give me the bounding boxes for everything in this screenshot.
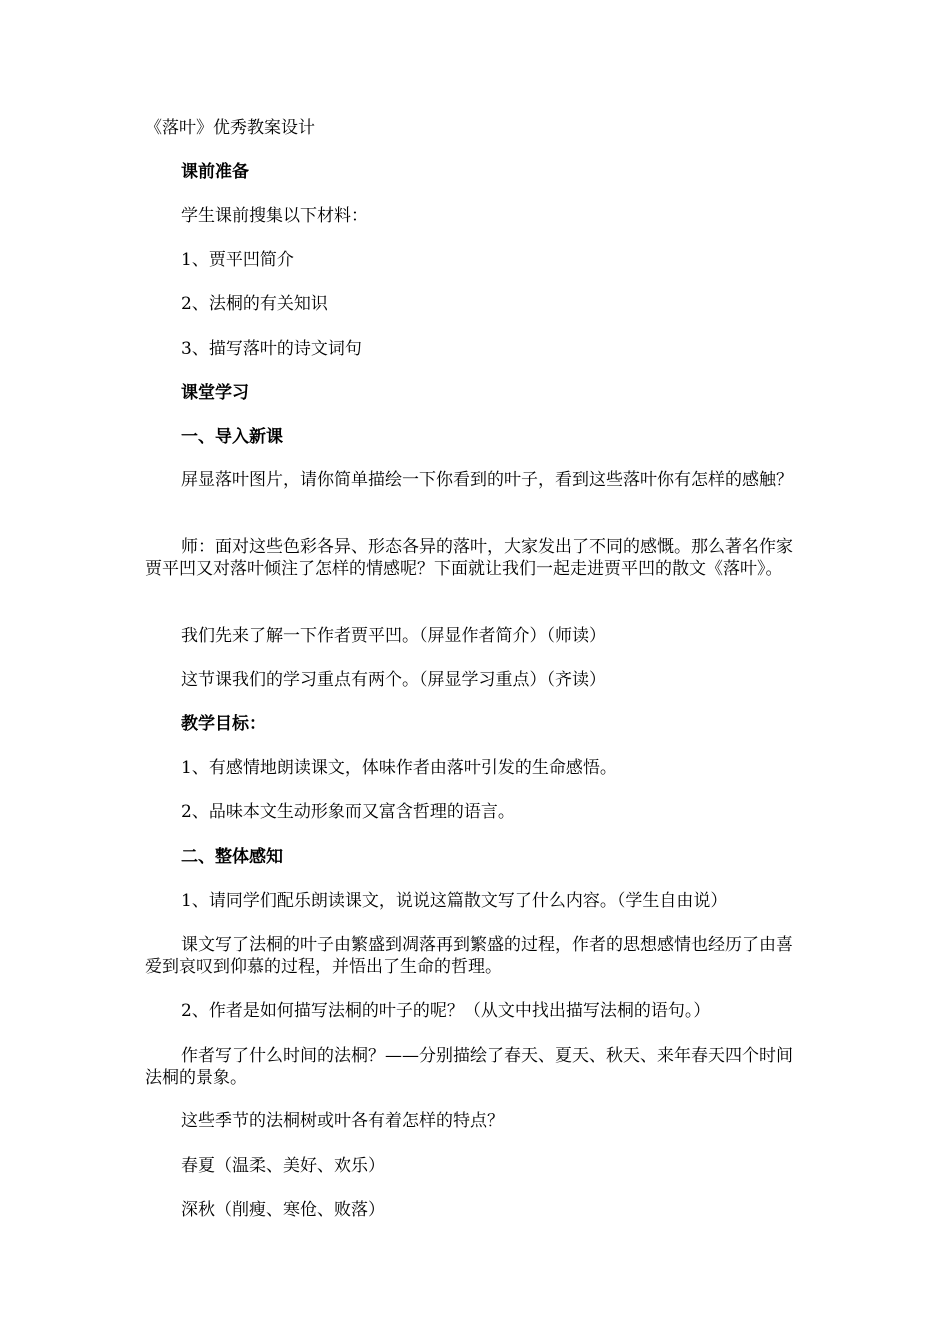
part2-paragraph: 春夏（温柔、美好、欢乐） [181,1156,385,1176]
part1-paragraph: 这节课我们的学习重点有两个。（屏显学习重点）（齐读） [181,670,606,690]
goal-item: 1、有感情地朗读课文，体味作者由落叶引发的生命感悟。 [181,758,617,778]
prep-item: 3、描写落叶的诗文词句 [181,339,362,359]
part2-heading: 二、整体感知 [181,847,283,867]
part1-paragraph: 屏显落叶图片，请你简单描绘一下你看到的叶子，看到这些落叶你有怎样的感触？ [181,470,793,490]
prep-item: 2、法桐的有关知识 [181,294,328,314]
part1-heading: 一、导入新课 [181,427,283,447]
part1-paragraph: 我们先来了解一下作者贾平凹。（屏显作者简介）（师读） [181,626,606,646]
part2-paragraph: 1、请同学们配乐朗读课文，说说这篇散文写了什么内容。（学生自由说） [181,891,728,911]
prep-heading: 课前准备 [181,162,249,182]
prep-item: 1、贾平凹简介 [181,250,294,270]
part2-paragraph: 这些季节的法桐树或叶各有着怎样的特点？ [181,1111,504,1131]
part2-paragraph: 2、作者是如何描写法桐的叶子的呢？（从文中找出描写法桐的语句。） [181,1001,711,1021]
goals-heading: 教学目标： [181,714,266,734]
part2-paragraph: 深秋（削瘦、寒伧、败落） [181,1200,385,1220]
class-heading: 课堂学习 [181,383,249,403]
part2-paragraph: 课文写了法桐的叶子由繁盛到凋落再到繁盛的过程，作者的思想感情也经历了由喜爱到哀叹到仰慕的过程，并悟出了生命的哲理。 [145,935,793,977]
part2-paragraph: 作者写了什么时间的法桐？——分别描绘了春天、夏天、秋天、来年春天四个时间法桐的景象。 [145,1046,793,1088]
document-title: 《落叶》优秀教案设计 [145,118,315,138]
prep-intro: 学生课前搜集以下材料： [181,206,368,226]
goal-item: 2、品味本文生动形象而又富含哲理的语言。 [181,802,515,822]
part1-paragraph: 师：面对这些色彩各异、形态各异的落叶，大家发出了不同的感慨。那么著名作家贾平凹又对落叶倾注了怎样的情感呢？下面就让我们一起走进贾平凹的散文《落叶》。 [145,537,793,579]
